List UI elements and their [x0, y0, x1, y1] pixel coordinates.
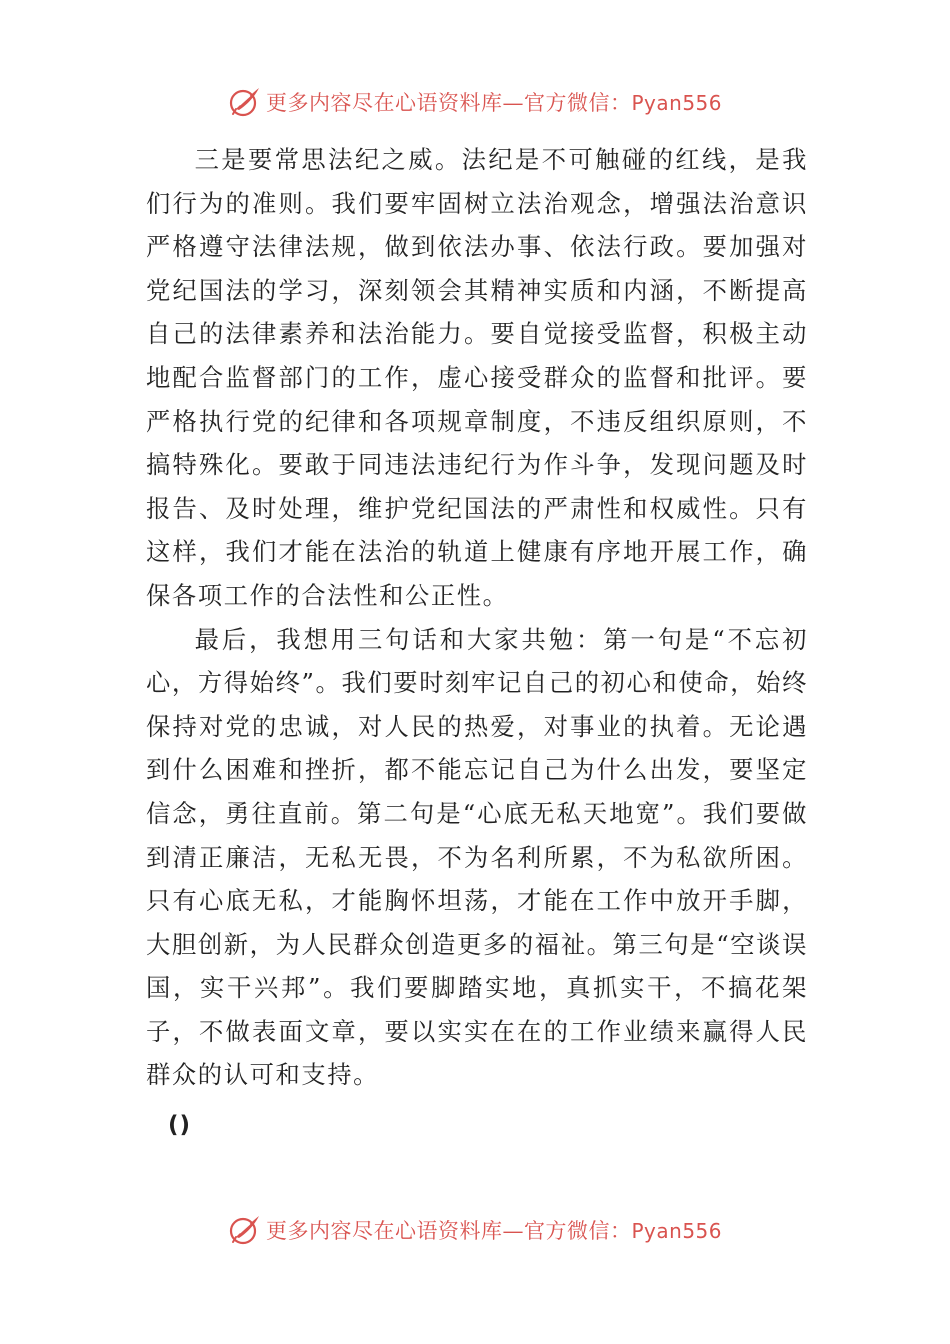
document-body [146, 138, 808, 1097]
trailing-parentheses: () [168, 1112, 192, 1138]
quill-pen-logo-icon [228, 1213, 262, 1247]
banner-main-text: 更多内容尽在心语资料库— [265, 91, 524, 115]
header-banner [0, 82, 950, 122]
banner-wechat-label: 官方微信： [523, 91, 632, 115]
banner-text [266, 87, 722, 117]
banner-wechat-handle: Pyan556 [631, 1219, 722, 1243]
banner-wechat-label: 官方微信： [523, 1219, 632, 1243]
paragraph-2: 最后，我想用三句话和大家共勉：第一句是“不忘初心，方得始终”。我们要时刻牢记自己的初心和使命，始终保持对党的忠诚，对人民的热爱，对事业的执着。无论遇到什么困难和挫折，都不能忘记自己为什么出发，要坚定信念，勇往直前。第二句是“心底无私天地宽”。我们要做到清正廉洁，无私无畏，不为名利所累，不为私欲所困。只有心底无私，才能胸怀坦荡，才能在工作中放开手脚，大胆创新，为人民群众创造更多的福祉。第三句是“空谈误国，实干兴邦”。我们要脚踏实地，真抓实干，不搞花架子，不做表面文章，要以实实在在的工作业绩来赢得人民群众的认可和支持。 [146, 624, 808, 1090]
banner-text [266, 1215, 722, 1245]
banner-wechat-handle: Pyan556 [631, 91, 722, 115]
quill-pen-logo-icon [228, 85, 262, 119]
banner-main-text: 更多内容尽在心语资料库— [265, 1219, 524, 1243]
paragraph-1: 三是要常思法纪之威。法纪是不可触碰的红线，是我们行为的准则。我们要牢固树立法治观念，增强法治意识严格遵守法律法规，做到依法办事、依法行政。要加强对党纪国法的学习，深刻领会其精神实质和内涵，不断提高自己的法律素养和法治能力。要自觉接受监督，积极主动地配合监督部门的工作，虚心接受群众的监督和批评。要严格执行党的纪律和各项规章制度，不违反组织原则，不搞特殊化。要敢于同违法违纪行为作斗争，发现问题及时报告、及时处理，维护党纪国法的严肃性和权威性。只有这样，我们才能在法治的轨道上健康有序地开展工作，确保各项工作的合法性和公正性。 [146, 145, 808, 610]
footer-banner [0, 1210, 950, 1250]
